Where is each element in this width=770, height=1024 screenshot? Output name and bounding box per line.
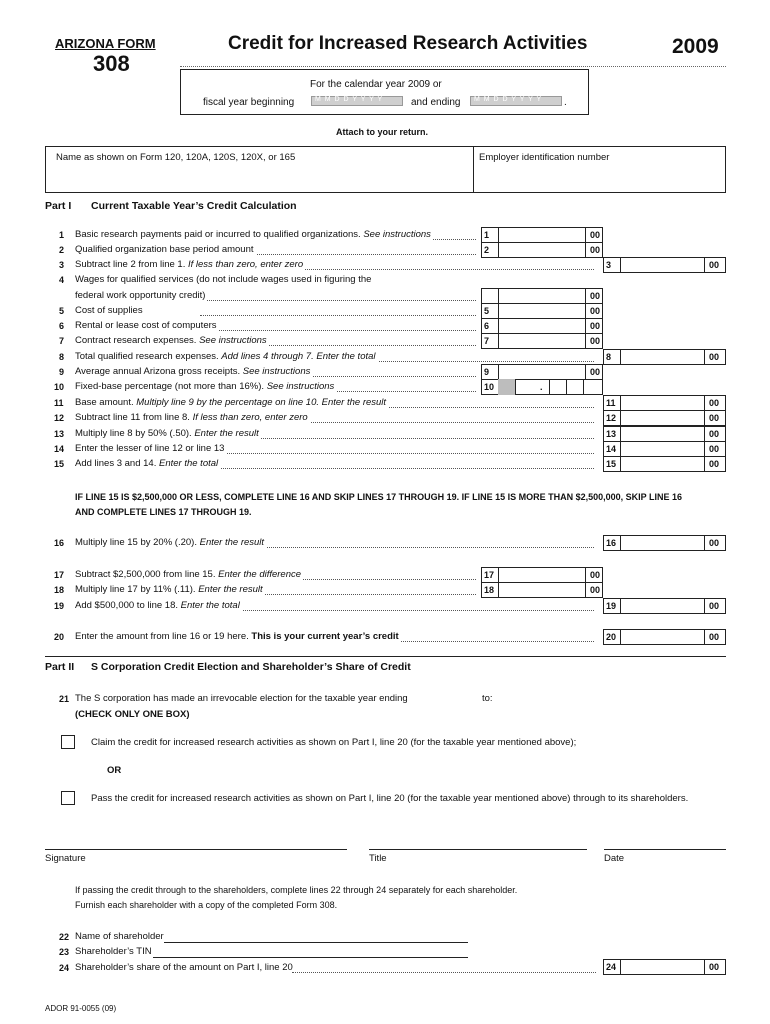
line9-box-divider: [498, 364, 499, 380]
line24-divider: [620, 959, 621, 975]
line23-number: 23: [59, 947, 70, 957]
part2-title: S Corporation Credit Election and Shareholder’s Share of Credit: [91, 661, 411, 673]
line18-cents-divider: [585, 582, 586, 598]
line16-instruction: Enter the result: [199, 537, 265, 548]
line13-label: [75, 428, 261, 440]
line10-digit-divider: [549, 379, 550, 395]
line11-box-number: 11: [606, 398, 616, 408]
claim-credit-label: Claim the credit for increased research activities as shown on Part I, line 20 (for the taxable year mentioned above);: [91, 737, 577, 748]
line21-number: 21: [59, 694, 70, 704]
line2-cents-divider: [585, 242, 586, 258]
line15-label: [75, 458, 220, 470]
line1-instruction: See instructions: [363, 229, 431, 240]
line7-number: 7: [59, 336, 65, 346]
line16-cents-divider: [704, 535, 705, 551]
line3-cents: 00: [709, 260, 720, 270]
line11-number: 11: [54, 398, 64, 408]
line14-label: [75, 443, 226, 455]
line24-cents-divider: [704, 959, 705, 975]
shareholder-name-line[interactable]: [164, 942, 468, 943]
line16-label: [75, 537, 266, 549]
line18-box-number: 18: [484, 585, 495, 595]
line18-number: 18: [54, 585, 65, 595]
attach-note: Attach to your return.: [336, 127, 429, 137]
line15-leader: [200, 468, 594, 469]
line5-number: 5: [59, 306, 65, 316]
line14-box-number: 14: [606, 444, 617, 454]
line19-leader: [200, 610, 594, 611]
line8-cents-divider: [704, 349, 705, 365]
line15-instruction: Enter the total: [158, 458, 219, 469]
and-ending: and ending: [411, 97, 461, 108]
line6-cents: 00: [590, 321, 601, 331]
fiscal-end-mask: M M D D Y Y Y Y: [474, 96, 543, 103]
line18-cents: 00: [590, 585, 601, 595]
line16-amount-box[interactable]: [603, 535, 726, 551]
line20-text: Enter the amount from line 16 or 19 here.: [75, 631, 249, 642]
line17-cents-divider: [585, 567, 586, 583]
line17-box-divider: [498, 567, 499, 583]
line15-text: Add lines 3 and 14.: [75, 458, 157, 469]
line9-cents-divider: [585, 364, 586, 380]
header-rule: [180, 66, 726, 67]
line14-number: 14: [54, 444, 65, 454]
line21-to: to:: [482, 693, 493, 704]
line5-cents-divider: [585, 303, 586, 319]
line18-label: [75, 584, 265, 596]
line11-cents-divider: [704, 395, 705, 411]
line16-cents: 00: [709, 538, 720, 548]
line5-label: [75, 305, 145, 317]
line24-number: 24: [59, 963, 70, 973]
line18-text: Multiply line 17 by 11% (.11).: [75, 584, 196, 595]
line5-cents: 00: [590, 306, 601, 316]
line13-box-number: 13: [606, 429, 617, 439]
line13-instruction: Enter the result: [194, 428, 259, 439]
line17-label: [75, 569, 303, 581]
line5-leader: [200, 315, 476, 316]
pass-credit-checkbox[interactable]: [61, 791, 75, 805]
line10-decimal-point: .: [540, 382, 543, 392]
line19-label: [75, 600, 242, 612]
pass-credit-label: Pass the credit for increased research activities as shown on Part I, line 20 (for the taxable year mentioned above) through to its shareholders.: [91, 793, 689, 804]
line3-box-divider: [620, 257, 621, 273]
line10-shaded-cell: [498, 379, 515, 395]
line2-number: 2: [59, 245, 65, 255]
line20-amount-box[interactable]: [603, 629, 726, 645]
period-end: .: [564, 97, 567, 108]
line16-number: 16: [54, 538, 65, 548]
line10-digit-divider: [515, 379, 516, 395]
line12-box-divider: [620, 410, 621, 426]
passthrough-note-2: Furnish each shareholder with a copy of the completed Form 308.: [75, 900, 338, 910]
line15-box-divider: [620, 456, 621, 472]
line14-text: Enter the lesser of line 12 or line 13: [75, 443, 225, 454]
name-label: Name as shown on Form 120, 120A, 120S, 120X, or 165: [56, 152, 296, 163]
line13-number: 13: [54, 429, 65, 439]
ein-input[interactable]: [476, 166, 723, 190]
line1-box-divider: [498, 227, 499, 243]
line20-box-number: 20: [606, 632, 617, 642]
line19-cents-divider: [704, 598, 705, 614]
line7-text: Contract research expenses.: [75, 335, 197, 346]
line19-box-divider: [620, 598, 621, 614]
linecont-cents: 00: [590, 291, 601, 301]
line8-text: Total qualified research expenses.: [75, 351, 219, 362]
fiscal-prefix: fiscal year beginning: [203, 97, 295, 108]
line20-box-divider: [620, 629, 621, 645]
line10-digit-divider: [566, 379, 567, 395]
part2-rule: [45, 656, 726, 657]
line20-cents-divider: [704, 629, 705, 645]
line24-label: Shareholder’s share of the amount on Part I, line 20: [75, 962, 293, 973]
line12-amount-box[interactable]: [603, 410, 726, 426]
line3-label: [75, 259, 305, 271]
line7-box-divider: [498, 333, 499, 349]
line2-box-number: 2: [484, 245, 490, 255]
line9-label: [75, 366, 312, 378]
line24-amount-box[interactable]: [603, 959, 726, 975]
line8-number: 8: [59, 352, 65, 362]
form-year: 2009: [672, 35, 719, 58]
taxpayer-divider: [473, 146, 474, 193]
line13-box-divider: [620, 426, 621, 442]
part2-label: Part II: [45, 661, 75, 673]
linecont-text: federal work opportunity credit): [75, 290, 206, 301]
line21-check-note: (CHECK ONLY ONE BOX): [75, 709, 190, 720]
date-label: Date: [604, 853, 625, 864]
form-title: Credit for Increased Research Activities: [228, 33, 588, 54]
line11-box-divider: [620, 395, 621, 411]
line1-number: 1: [59, 230, 65, 240]
line12-cents-divider: [704, 410, 705, 426]
line19-text: Add $500,000 to line 18.: [75, 600, 179, 611]
line11-text: Base amount.: [75, 397, 134, 408]
line17-box-number: 17: [484, 570, 495, 580]
line7-label: [75, 335, 269, 347]
line12-box-number: 12: [606, 413, 617, 423]
line12-label: [75, 412, 310, 424]
line7-cents: 00: [590, 336, 601, 346]
signature-line[interactable]: [45, 849, 347, 850]
part1-title: Current Taxable Year’s Credit Calculation: [91, 200, 297, 212]
line20-label: [75, 631, 401, 643]
line12-number: 12: [54, 413, 65, 423]
line17-instruction: Enter the difference: [218, 569, 302, 580]
line15-number: 15: [54, 459, 65, 469]
line23-label: Shareholder’s TIN: [75, 946, 152, 957]
line2-cents: 00: [590, 245, 601, 255]
line6-box-number: 6: [484, 321, 490, 331]
line15-cents: 00: [709, 459, 720, 469]
line19-box-number: 19: [606, 601, 617, 611]
line3-instruction: If less than zero, enter zero: [188, 259, 304, 270]
line7-box-number: 7: [484, 336, 490, 346]
claim-credit-checkbox[interactable]: [61, 735, 75, 749]
line1-text: Basic research payments paid or incurred to qualified organizations.: [75, 229, 361, 240]
line10-box-number: 10: [484, 382, 495, 392]
line1-cents-divider: [585, 227, 586, 243]
line13-cents: 00: [709, 429, 720, 439]
line19-cents: 00: [709, 601, 720, 611]
line9-cents: 00: [590, 367, 601, 377]
line6-box-divider: [498, 318, 499, 334]
line11-label: [75, 397, 388, 409]
line11-instruction: Multiply line 9 by the percentage on line 10. Enter the result: [136, 397, 387, 408]
line14-box-divider: [620, 441, 621, 457]
period-line1: For the calendar year 2009 or: [310, 79, 442, 90]
line3-box-number: 3: [606, 260, 612, 270]
line3-cents-divider: [704, 257, 705, 273]
line4-text: Wages for qualified services (do not include wages used in figuring the: [75, 274, 372, 285]
line8-cents: 00: [709, 352, 720, 362]
form-label: ARIZONA FORM: [55, 36, 156, 51]
part1-label: Part I: [45, 200, 72, 212]
line6-text: Rental or lease cost of computers: [75, 320, 217, 331]
form-footer: ADOR 91-0055 (09): [45, 1004, 117, 1013]
line16-box-number: 16: [606, 538, 617, 548]
line24-box-number: 24: [606, 962, 617, 972]
line3-text: Subtract line 2 from line 1.: [75, 259, 186, 270]
line17-cents: 00: [590, 570, 601, 580]
line24-cents: 00: [709, 962, 720, 972]
line20-number: 20: [54, 632, 65, 642]
line15-cents-divider: [704, 456, 705, 472]
line10-text: Fixed-base percentage (not more than 16%).: [75, 381, 265, 392]
line8-box-number: 8: [606, 352, 612, 362]
line14-amount-box[interactable]: [603, 441, 726, 457]
line11-cents: 00: [709, 398, 720, 408]
line18-box-divider: [498, 582, 499, 598]
line6-label: [75, 320, 219, 332]
shareholder-tin-line[interactable]: [153, 957, 468, 958]
title-line[interactable]: [369, 849, 587, 850]
linecont-cents-divider: [585, 288, 586, 304]
part1-instruction-1: IF LINE 15 IS $2,500,000 OR LESS, COMPLETE LINE 16 AND SKIP LINES 17 THROUGH 19. IF LINE 15 IS MORE THAN $2,500,000, SKIP LINE 16: [75, 492, 683, 502]
line13-amount-box[interactable]: [603, 426, 726, 442]
line20-cents: 00: [709, 632, 720, 642]
line5-box-divider: [498, 303, 499, 319]
date-line[interactable]: [604, 849, 726, 850]
line5-box-number: 5: [484, 306, 490, 316]
line16-text: Multiply line 15 by 20% (.20).: [75, 537, 197, 548]
line10-instruction: See instructions: [266, 381, 335, 392]
line9-text: Average annual Arizona gross receipts.: [75, 366, 241, 377]
line8-instruction: Add lines 4 through 7. Enter the total: [221, 351, 376, 362]
line20-emphasis: This is your current year’s credit: [251, 631, 399, 642]
line19-instruction: Enter the total: [180, 600, 240, 611]
title-label: Title: [369, 853, 387, 864]
line17-text: Subtract $2,500,000 from line 15.: [75, 569, 216, 580]
line14-cents-divider: [704, 441, 705, 457]
line8-box-divider: [620, 349, 621, 365]
name-input[interactable]: [48, 166, 470, 190]
line1-box-number: 1: [484, 230, 490, 240]
line4-number: 4: [59, 275, 65, 285]
line6-number: 6: [59, 321, 65, 331]
line16-box-divider: [620, 535, 621, 551]
line12-instruction: If less than zero, enter zero: [192, 412, 308, 423]
line1-cents: 00: [590, 230, 601, 240]
line10-number: 10: [54, 382, 65, 392]
line15-amount-box[interactable]: [603, 456, 726, 472]
linecont-label: [75, 290, 207, 302]
line18-instruction: Enter the result: [198, 584, 263, 595]
ein-label: Employer identification number: [479, 152, 610, 163]
line21-text: The S corporation has made an irrevocable election for the taxable year ending: [75, 693, 408, 704]
line7-instruction: See instructions: [199, 335, 267, 346]
line19-amount-box[interactable]: [603, 598, 726, 614]
line5-text: Cost of supplies: [75, 305, 143, 316]
line9-box-number: 9: [484, 367, 490, 377]
line9-instruction: See instructions: [242, 366, 311, 377]
line6-leader: [200, 330, 476, 331]
line10-digit-divider: [583, 379, 584, 395]
line11-amount-box[interactable]: [603, 395, 726, 411]
line1-label: [75, 229, 433, 241]
line10-label: [75, 381, 336, 393]
line8-label: [75, 351, 378, 363]
line22-label: Name of shareholder: [75, 931, 164, 942]
line15-box-number: 15: [606, 459, 617, 469]
line2-label: [75, 244, 256, 256]
passthrough-note-1: If passing the credit through to the shareholders, complete lines 22 through 24 separately for each shareholder.: [75, 885, 518, 895]
line9-number: 9: [59, 367, 65, 377]
line2-text: Qualified organization base period amount: [75, 244, 254, 255]
fiscal-begin-mask: M M D D Y Y Y Y: [315, 96, 384, 103]
linecont-box-divider: [498, 288, 499, 304]
line12-cents: 00: [709, 413, 720, 423]
or-label: OR: [107, 765, 122, 776]
line14-cents: 00: [709, 444, 720, 454]
line8-amount-box[interactable]: [603, 349, 726, 365]
line17-number: 17: [54, 570, 65, 580]
linecont-leader: [200, 300, 476, 301]
line22-number: 22: [59, 932, 70, 942]
line6-cents-divider: [585, 318, 586, 334]
line3-amount-box[interactable]: [603, 257, 726, 273]
line24-leader: [292, 972, 596, 973]
line19-number: 19: [54, 601, 65, 611]
line7-cents-divider: [585, 333, 586, 349]
line13-text: Multiply line 8 by 50% (.50).: [75, 428, 192, 439]
line14-leader: [200, 453, 594, 454]
line4-label: [75, 274, 371, 286]
line13-cents-divider: [704, 426, 705, 442]
line3-number: 3: [59, 260, 65, 270]
form-number: 308: [93, 51, 130, 76]
part1-instruction-2: AND COMPLETE LINES 17 THROUGH 19.: [75, 507, 252, 517]
line12-text: Subtract line 11 from line 8.: [75, 412, 190, 423]
signature-label: Signature: [45, 853, 86, 864]
line2-box-divider: [498, 242, 499, 258]
